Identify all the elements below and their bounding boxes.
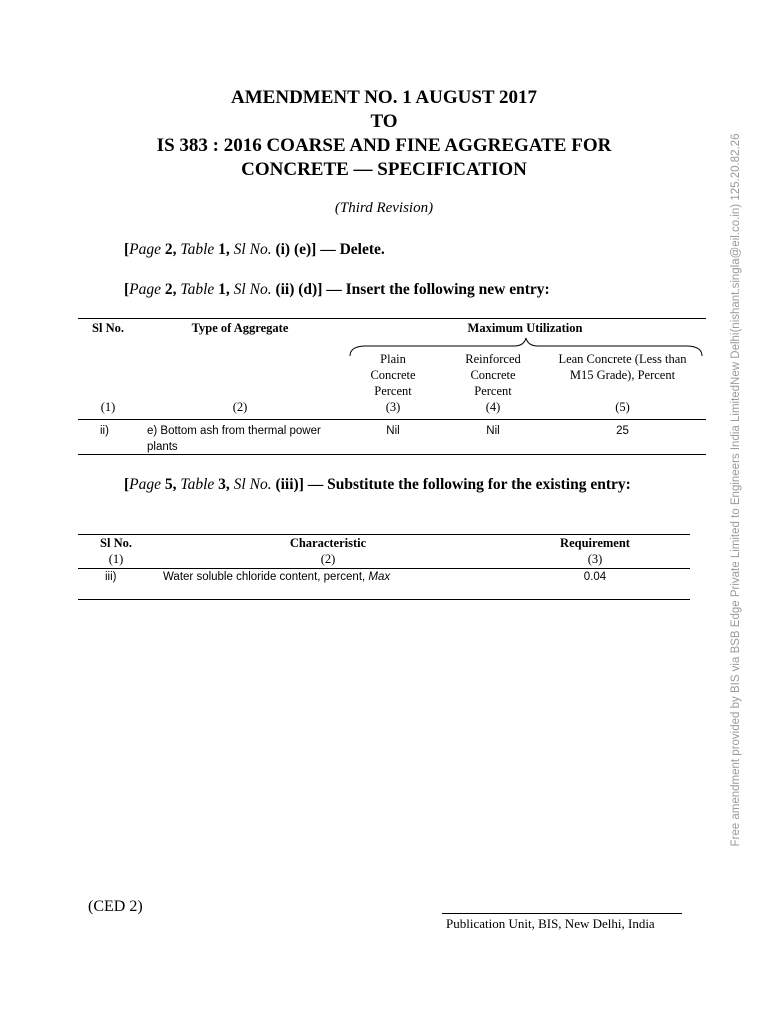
col-number: (2): [232, 400, 248, 414]
table-word: Table: [180, 476, 215, 493]
table-number: 3,: [214, 476, 234, 493]
page-number: 2,: [161, 281, 181, 298]
row-lean-value: 25: [616, 425, 629, 437]
bracket-open: [: [124, 281, 130, 298]
row-plain-value: Nil: [386, 425, 400, 437]
bracket-close: ]: [317, 281, 323, 298]
row-reinforced-value: Nil: [486, 425, 500, 437]
sl-reference: (iii): [271, 476, 299, 493]
table-number: 1,: [214, 281, 234, 298]
amendment-action: — Insert the following new entry:: [322, 281, 550, 298]
amendment-item-2: [124, 280, 704, 300]
col-header-type: Type of Aggregate: [191, 321, 289, 335]
page-word: Page: [129, 281, 162, 298]
amendment-item-1: [124, 240, 684, 260]
characteristic-text: Water soluble chloride content, percent,: [163, 571, 369, 583]
title-to: TO: [370, 111, 398, 132]
amendment-item-3: [88, 475, 678, 495]
amendment-title: AMENDMENT NO. 1 AUGUST 2017: [231, 87, 537, 108]
table-top-rule: [78, 318, 706, 319]
bracket-close: ]: [311, 241, 317, 258]
sl-reference: (i) (e): [271, 241, 312, 258]
page-number: 2,: [161, 241, 181, 258]
sl-reference: (ii) (d): [271, 281, 318, 298]
standard-title-cont: CONCRETE — SPECIFICATION: [241, 159, 527, 180]
col-number: (3): [385, 400, 401, 414]
sl-word: Sl No.: [233, 241, 272, 258]
amendment-action: — Substitute the following for the existing entry:: [303, 476, 631, 493]
revision-note: (Third Revision): [334, 200, 434, 216]
bracket-close: ]: [298, 476, 304, 493]
row-sl-number: ii): [100, 425, 109, 437]
col-header-reinforced: Reinforced Concrete Percent: [465, 352, 521, 398]
col-number: (2): [320, 552, 336, 566]
row-requirement-value: 0.04: [583, 571, 607, 583]
footer-rule: [442, 913, 682, 914]
page-word: Page: [129, 476, 162, 493]
col-header-sl: Sl No.: [92, 321, 124, 335]
col-number: (5): [615, 400, 630, 414]
publisher-line: Publication Unit, BIS, New Delhi, India: [446, 916, 655, 931]
table-number: 1,: [214, 241, 234, 258]
col-header-max-utilization: Maximum Utilization: [467, 321, 583, 335]
col-number: (1): [100, 400, 116, 414]
page-number: 5,: [161, 476, 181, 493]
col-header-sl: Sl No.: [100, 536, 132, 550]
col-number: (3): [587, 552, 603, 566]
table-header-rule: [78, 419, 706, 420]
amendment-action: — Delete.: [316, 241, 385, 258]
col-number: (1): [108, 552, 124, 566]
bracket-open: [: [124, 241, 130, 258]
col-header-characteristic: Characteristic: [289, 536, 367, 550]
row-sl-number: iii): [105, 571, 117, 583]
table-word: Table: [180, 241, 215, 258]
license-watermark: Free amendment provided by BIS via BSB Edge Private Limited to Engineers India LimitedNew Delhi(nishant.singla@eil.co.in) 125.20.82.26: [730, 133, 742, 847]
col-header-plain: Plain Concrete Percent: [370, 352, 416, 398]
col-header-lean: Lean Concrete (Less than M15 Grade), Percent: [558, 352, 687, 382]
row-aggregate-type: e) Bottom ash from thermal power plants: [147, 425, 321, 453]
table-word: Table: [180, 281, 215, 298]
table-bottom-rule: [78, 599, 690, 600]
col-number: (4): [485, 400, 501, 414]
row-characteristic: [163, 569, 390, 585]
page-word: Page: [129, 241, 162, 258]
col-header-requirement: Requirement: [560, 536, 630, 550]
max-label: Max: [368, 571, 391, 583]
sl-word: Sl No.: [233, 476, 272, 493]
sl-word: Sl No.: [233, 281, 272, 298]
standard-title: IS 383 : 2016 COARSE AND FINE AGGREGATE FOR: [156, 135, 612, 156]
committee-code: (CED 2): [88, 898, 143, 915]
table-bottom-rule: [78, 454, 706, 455]
bracket-open: [: [124, 476, 130, 493]
